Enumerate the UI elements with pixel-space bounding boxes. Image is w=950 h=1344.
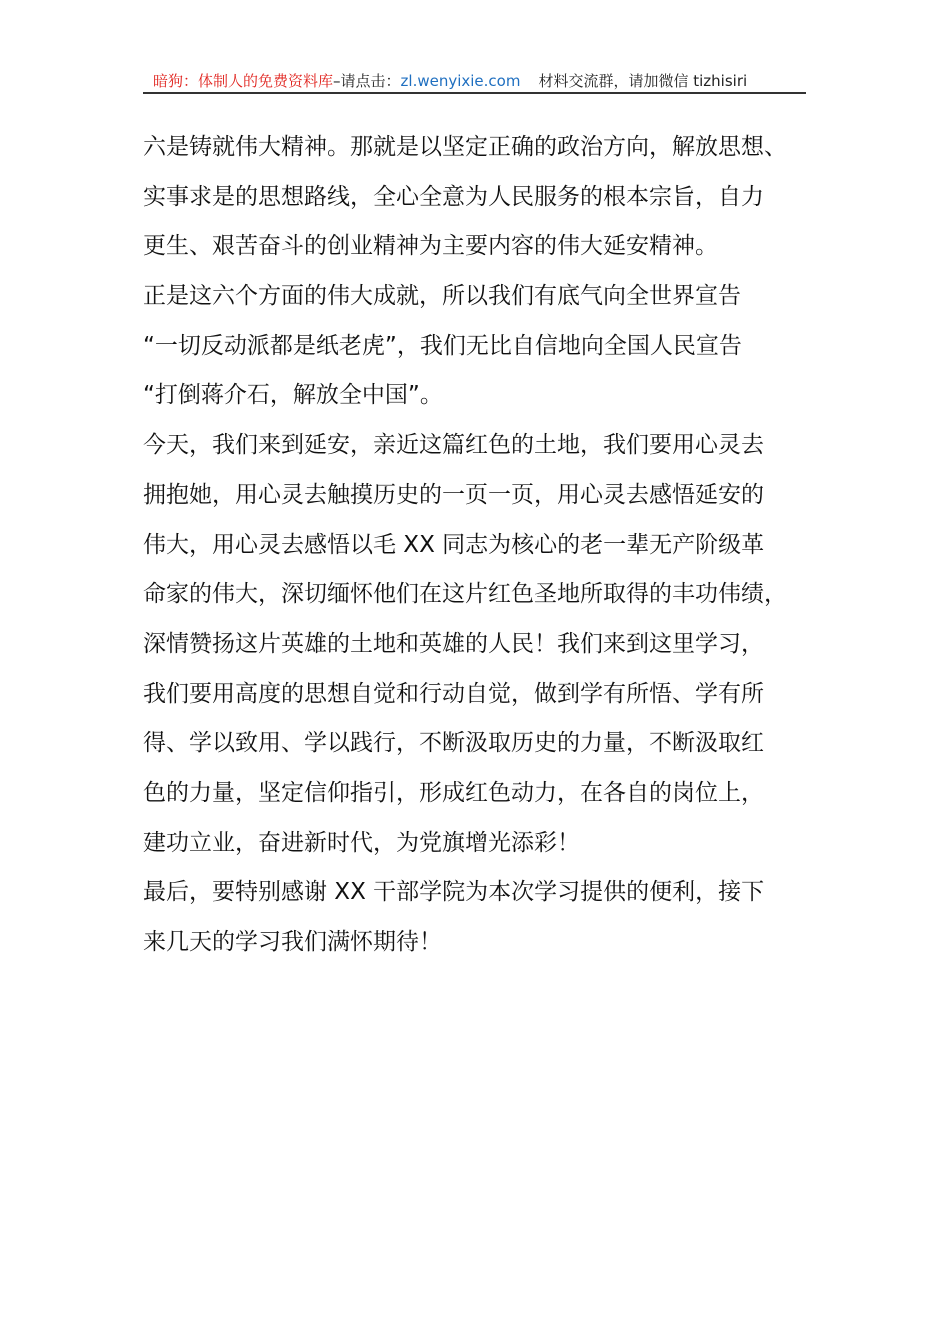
- header-prompt: –请点击：: [333, 72, 401, 90]
- text-line: 拥抱她，用心灵去触摸历史的一页一页，用心灵去感悟延安的: [143, 481, 764, 508]
- text-line: “打倒蒋介石，解放全中国”。: [143, 382, 443, 409]
- page-header: [143, 70, 806, 94]
- header-brand: 暗狗：体制人的免费资料库: [153, 72, 334, 90]
- text-line: 实事求是的思想路线，全心全意为人民服务的根本宗旨，自力: [143, 183, 764, 210]
- text-line: “一切反动派都是纸老虎”，我们无比自信地向全国人民宣告: [143, 332, 742, 359]
- text-line: 今天，我们来到延安，亲近这篇红色的土地，我们要用心灵去: [143, 432, 764, 459]
- text-line: 深情赞扬这片英雄的土地和英雄的人民！我们来到这里学习，: [143, 630, 764, 657]
- text-line: 色的力量，坚定信仰指引，形成红色动力，在各自的岗位上，: [143, 779, 764, 806]
- header-group-info: 材料交流群，请加微信 tizhisiri: [538, 72, 748, 90]
- header-link[interactable]: zl.wenyixie.com: [400, 72, 521, 90]
- text-line: 我们要用高度的思想自觉和行动自觉，做到学有所悟、学有所: [143, 680, 764, 707]
- text-line: 命家的伟大，深切缅怀他们在这片红色圣地所取得的丰功伟绩，: [143, 581, 787, 608]
- text-line: 最后，要特别感谢 XX 干部学院为本次学习提供的便利，接下: [143, 879, 765, 906]
- text-line: 更生、艰苦奋斗的创业精神为主要内容的伟大延安精神。: [143, 233, 718, 260]
- text-line: 六是铸就伟大精神。那就是以坚定正确的政治方向，解放思想、: [143, 134, 787, 160]
- text-line: 建功立业，奋进新时代，为党旗增光添彩！: [143, 829, 580, 856]
- text-line: 来几天的学习我们满怀期待！: [143, 929, 442, 955]
- text-line: 得、学以致用、学以践行，不断汲取历史的力量，不断汲取红: [143, 730, 764, 757]
- text-line: 正是这六个方面的伟大成就，所以我们有底气向全世界宣告: [143, 283, 741, 310]
- document-body: [143, 128, 823, 973]
- text-line: 伟大，用心灵去感悟以毛 XX 同志为核心的老一辈无产阶级革: [143, 531, 765, 558]
